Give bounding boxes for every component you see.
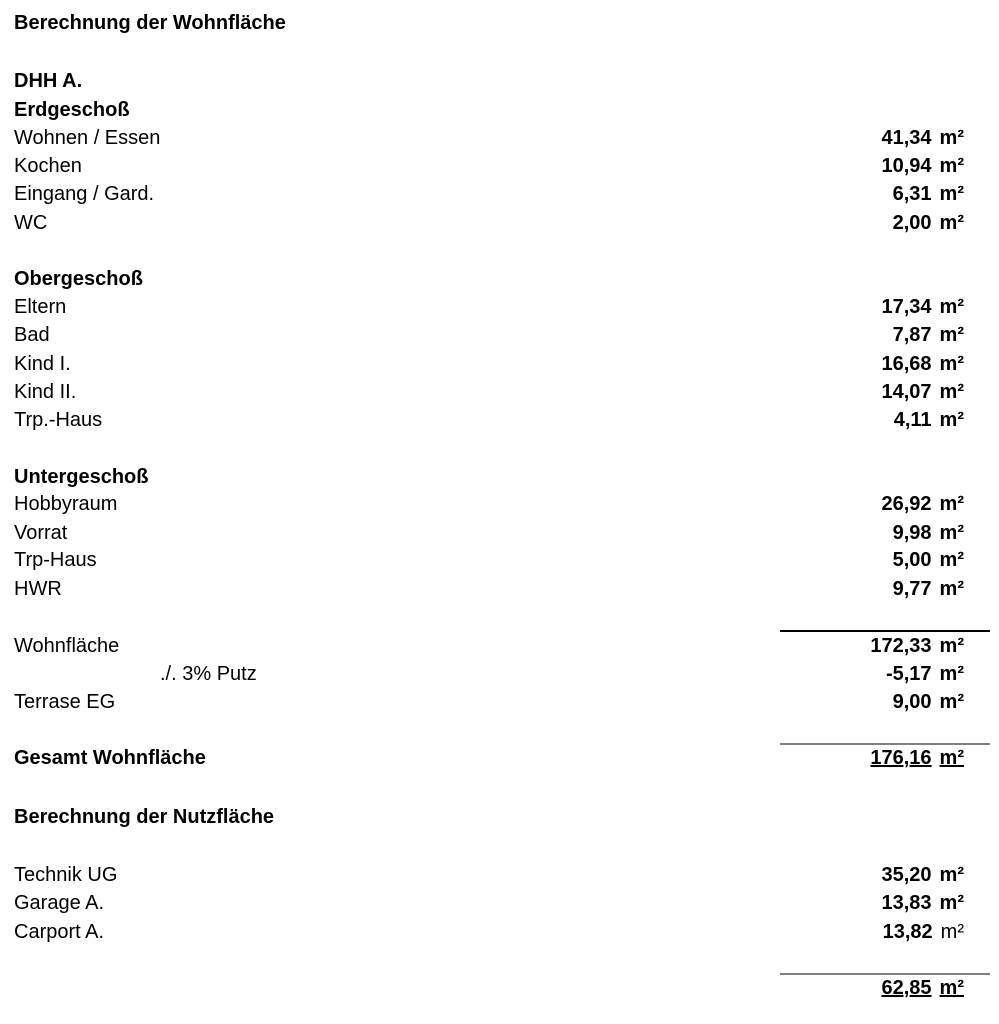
room-name: Wohnen / Essen xyxy=(14,127,161,149)
area-unit: m² xyxy=(939,381,964,403)
area-unit: m² xyxy=(939,127,964,149)
room-area xyxy=(881,379,964,405)
room-row xyxy=(14,491,964,517)
area-value: 6,31 xyxy=(892,183,932,205)
room-area xyxy=(893,520,964,546)
summary-row-wohnflaeche xyxy=(14,633,964,659)
nutz-total-row xyxy=(14,975,964,1001)
subtotal-rule xyxy=(780,630,990,632)
room-area xyxy=(893,576,964,602)
area-value: 26,92 xyxy=(881,493,932,515)
nutz-total-area xyxy=(881,975,964,1001)
room-row xyxy=(14,294,964,320)
area-unit: m² xyxy=(939,212,964,234)
area-unit: m² xyxy=(939,296,964,318)
area-value: 9,77 xyxy=(892,578,932,600)
room-name: Kochen xyxy=(14,155,82,177)
area-value: 10,94 xyxy=(881,155,932,177)
room-area xyxy=(894,407,964,433)
floor-label: Obergeschoß xyxy=(14,268,143,290)
room-name: Vorrat xyxy=(14,522,68,544)
area-value: 35,20 xyxy=(881,864,932,886)
area-value: 14,07 xyxy=(881,381,932,403)
area-unit: m² xyxy=(939,892,964,914)
room-name: Bad xyxy=(14,324,50,346)
room-name: HWR xyxy=(14,578,62,600)
summary-label: Wohnfläche xyxy=(14,635,120,657)
area-unit: m² xyxy=(939,635,964,657)
section-heading-nutz xyxy=(14,804,964,830)
area-unit: m² xyxy=(939,522,964,544)
house-label: DHH A. xyxy=(14,70,83,92)
area-value: 13,83 xyxy=(881,892,932,914)
area-value: 9,98 xyxy=(892,522,932,544)
room-row xyxy=(14,125,964,151)
section-title: Berechnung der Nutzfläche xyxy=(14,806,275,828)
area-unit: m² xyxy=(939,578,964,600)
house-heading xyxy=(14,68,964,94)
room-name: Kind II. xyxy=(14,381,77,403)
floor-label: Untergeschoß xyxy=(14,466,149,488)
room-row xyxy=(14,379,964,405)
room-name: Eltern xyxy=(14,296,67,318)
nutz-area xyxy=(881,862,964,888)
room-area xyxy=(881,294,964,320)
room-name: WC xyxy=(14,212,48,234)
floor-heading-og xyxy=(14,266,964,292)
room-area xyxy=(893,210,964,236)
area-unit: m² xyxy=(939,663,964,685)
room-area xyxy=(881,351,964,377)
area-value: 172,33 xyxy=(870,635,932,657)
area-value: 2,00 xyxy=(892,212,932,234)
nutz-name: Technik UG xyxy=(14,864,118,886)
area-unit: m² xyxy=(939,864,964,886)
room-area xyxy=(881,153,964,179)
room-row xyxy=(14,407,964,433)
area-value: -5,17 xyxy=(885,663,932,685)
nutz-row xyxy=(14,890,964,916)
area-value: 62,85 xyxy=(881,977,932,999)
area-value: 17,34 xyxy=(881,296,932,318)
area-value: 5,00 xyxy=(892,549,932,571)
room-area xyxy=(893,547,964,573)
summary-area xyxy=(893,689,964,715)
room-row xyxy=(14,322,964,348)
room-row xyxy=(14,547,964,573)
area-unit: m² xyxy=(940,921,964,943)
area-value: 16,68 xyxy=(881,353,932,375)
area-unit: m² xyxy=(939,324,964,346)
summary-row-gesamt xyxy=(14,745,964,771)
room-row xyxy=(14,351,964,377)
room-name: Trp-Haus xyxy=(14,549,97,571)
area-value: 7,87 xyxy=(892,324,932,346)
room-name: Kind I. xyxy=(14,353,71,375)
area-value: 41,34 xyxy=(881,127,932,149)
summary-label: Terrase EG xyxy=(14,691,116,713)
room-area xyxy=(881,125,964,151)
room-row xyxy=(14,576,964,602)
summary-area xyxy=(886,661,964,687)
floor-heading-ug xyxy=(14,464,964,490)
area-unit: m² xyxy=(939,977,964,999)
area-value: 4,11 xyxy=(893,409,932,431)
nutz-name: Garage A. xyxy=(14,892,105,914)
area-unit: m² xyxy=(939,183,964,205)
room-area xyxy=(893,322,964,348)
room-row xyxy=(14,520,964,546)
area-unit: m² xyxy=(939,353,964,375)
page-title xyxy=(14,10,964,36)
summary-label: Gesamt Wohnfläche xyxy=(14,747,206,769)
area-value: 9,00 xyxy=(892,691,932,713)
area-unit: m² xyxy=(939,691,964,713)
area-value: 176,16 xyxy=(870,747,932,769)
nutz-row xyxy=(14,919,964,945)
summary-area xyxy=(870,633,964,659)
floor-heading-eg xyxy=(14,97,964,123)
nutz-area xyxy=(881,890,964,916)
room-row xyxy=(14,210,964,236)
room-name: Eingang / Gard. xyxy=(14,183,155,205)
summary-area xyxy=(870,745,964,771)
floor-label: Erdgeschoß xyxy=(14,99,130,121)
area-unit: m² xyxy=(939,409,964,431)
room-area xyxy=(881,491,964,517)
room-name: Trp.-Haus xyxy=(14,409,103,431)
room-row xyxy=(14,181,964,207)
summary-row-putz xyxy=(14,661,964,687)
nutz-area xyxy=(883,919,964,945)
page-title-text: Berechnung der Wohnfläche xyxy=(14,12,286,34)
nutz-row xyxy=(14,862,964,888)
room-name: Hobbyraum xyxy=(14,493,118,515)
area-unit: m² xyxy=(939,493,964,515)
area-unit: m² xyxy=(939,155,964,177)
summary-row-terrasse xyxy=(14,689,964,715)
area-unit: m² xyxy=(939,549,964,571)
nutz-name: Carport A. xyxy=(14,921,105,943)
area-value: 13,82 xyxy=(882,921,933,943)
summary-label: ./. 3% Putz xyxy=(160,663,257,685)
room-area xyxy=(893,181,964,207)
room-row xyxy=(14,153,964,179)
area-unit: m² xyxy=(939,747,964,769)
